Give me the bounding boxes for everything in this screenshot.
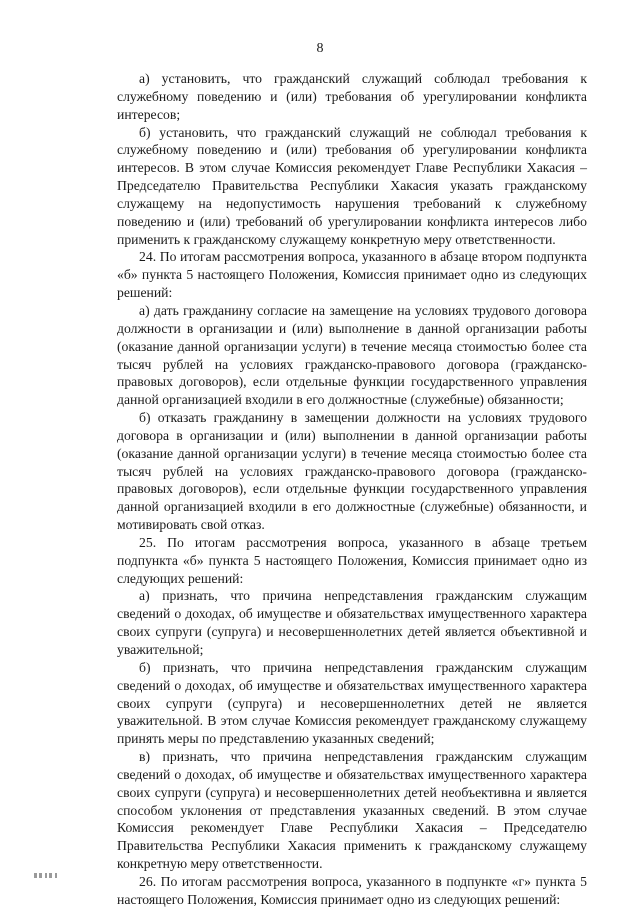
paragraph-24: 24. По итогам рассмотрения вопроса, указанного в абзаце втором подпункта «б» пункта 5 настоящего Положения, Комиссия принимает одно из следующих решений: <box>117 249 587 301</box>
page-number: 8 <box>316 41 324 56</box>
paragraph-25a: а) признать, что причина непредставления гражданским служащим сведений о доходах, об имуществе и обязательствах имущественного характера своих супруги (супруга) и несовершеннолетних детей является объективной и уважительной; <box>117 588 587 657</box>
scan-mark-icon <box>34 871 60 879</box>
paragraph-24b: б) отказать гражданину в замещении должности на условиях трудового договора в организации и (или) выполнении в данной организации работы (оказание данной организации услуги) в течение месяца стоимостью более ста тысяч рублей на условиях гражданско-правового договора (гражданско-правовых договоров), если отдельные функции государственного управления данной организацией входили в его должностные (служебные) обязанности, и мотивировать свой отказ. <box>117 410 587 533</box>
paragraph-24a: а) дать гражданину согласие на замещение на условиях трудового договора должности в организации и (или) выполнение в данной организации работы (оказание данной организации услуги) в течение месяца стоимостью более ста тысяч рублей на условиях гражданско-правового договора (гражданско-правовых договоров), если отдельные функции государственного управления данной организацией входили в его должностные (служебные) обязанности; <box>117 302 587 408</box>
paragraph-26: 26. По итогам рассмотрения вопроса, указанного в подпункте «г» пункта 5 настоящего Положения, Комиссия принимает одно из следующих решений: <box>117 873 587 907</box>
paragraph-25b: б) признать, что причина непредставления гражданским служащим сведений о доходах, об имуществе и обязательствах имущественного характера своих супруги (супруга) и несовершеннолетних детей не является уважительной. В этом случае Комиссия рекомендует гражданскому служащему принять меры по представлению указанных сведений; <box>117 659 587 747</box>
paragraph-23b: б) установить, что гражданский служащий не соблюдал требования к служебному поведению и (или) требования об урегулировании конфликта интересов. В этом случае Комиссия рекомендует Главе Республики Хакасия – Председателю Правительства Республики Хакасия указать гражданскому служащему на недопустимость нарушения требований к служебному поведению и (или) требований об урегулировании конфликта интересов либо применить к гражданскому служащему конкретную меру ответственности. <box>117 124 587 247</box>
scan-mark <box>34 871 60 881</box>
paragraph-25: 25. По итогам рассмотрения вопроса, указанного в абзаце третьем подпункта «б» пункта 5 настоящего Положения, Комиссия принимает одно из следующих решений: <box>117 534 587 586</box>
paragraph-25c: в) признать, что причина непредставления гражданским служащим сведений о доходах, об имуществе и обязательствах имущественного характера своих супруги (супруга) и несовершеннолетних детей необъективна и является способом уклонения от представления указанных сведений. В этом случае Комиссия рекомендует Главе Республики Хакасия – Председателю Правительства Республики Хакасия применить к гражданскому служащему конкретную меру ответственности. <box>117 749 587 872</box>
paragraph-23a: а) установить, что гражданский служащий соблюдал требования к служебному поведению и (или) требования об урегулировании конфликта интересов; <box>117 71 587 122</box>
page-body <box>117 70 587 909</box>
